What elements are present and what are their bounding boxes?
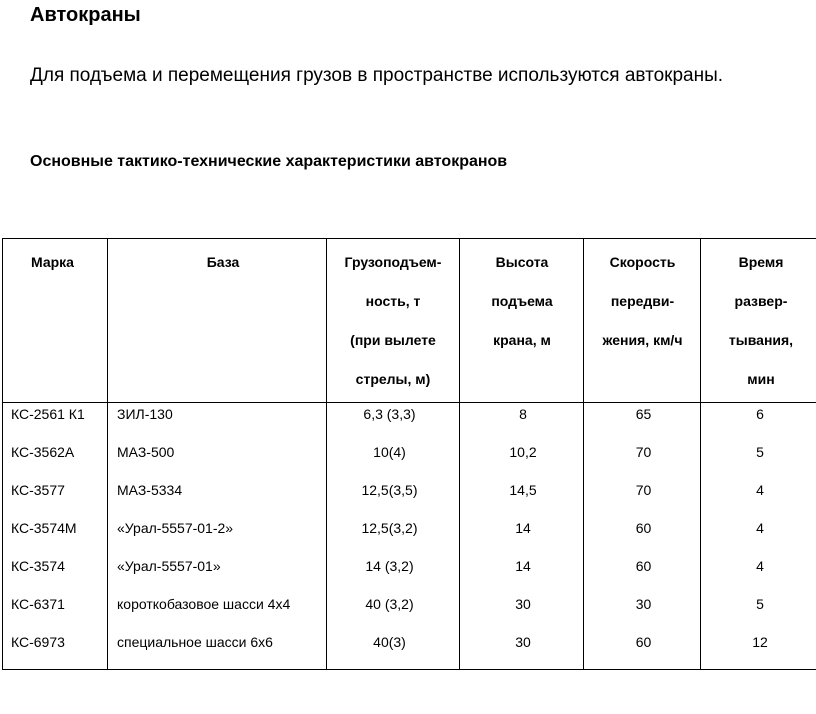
- cell-baza: короткобазовое шасси 4х4: [117, 596, 291, 612]
- cell-height: 14,5: [509, 482, 537, 498]
- page-title: Автокраны: [30, 4, 141, 26]
- cell-speed: 60: [635, 634, 652, 650]
- cell-deploy-time: 6: [756, 406, 764, 422]
- cell-speed: 30: [635, 596, 652, 612]
- table-row: [3, 517, 816, 555]
- cell-baza: МАЗ-5334: [117, 482, 183, 498]
- cell-marka: КС-6973: [11, 634, 65, 650]
- cell-height: 30: [515, 596, 531, 612]
- table-row: [3, 441, 816, 479]
- cell-capacity: 14 (3,2): [365, 558, 414, 574]
- cell-marka: КС-2561 К1: [11, 406, 85, 422]
- intro-paragraph: Для подъема и перемещения грузов в пространстве используются автокраны.: [30, 65, 724, 86]
- table-row: [3, 555, 816, 593]
- cell-deploy-time: 4: [756, 520, 764, 536]
- cell-baza: «Урал-5557-01»: [117, 558, 221, 574]
- cell-deploy-time: 4: [756, 558, 764, 574]
- header-cell-speed: Скорость передви- жения, км/ч: [602, 254, 683, 348]
- cell-capacity: 12,5(3,5): [361, 482, 418, 498]
- cell-height: 10,2: [509, 444, 537, 460]
- cell-capacity: 10(4): [373, 444, 406, 460]
- header-cell-deploy-time: Время развер- тывания, мин: [728, 254, 794, 387]
- cell-height: 14: [515, 520, 531, 536]
- cell-marka: КС-3574: [11, 558, 65, 574]
- header-cell-baza: База: [206, 254, 240, 270]
- cell-deploy-time: 5: [756, 596, 764, 612]
- cell-capacity: 40 (3,2): [365, 596, 414, 612]
- cell-marka: КС-6371: [11, 596, 65, 612]
- cell-capacity: 6,3 (3,3): [363, 406, 416, 422]
- cell-baza: МАЗ-500: [117, 444, 175, 460]
- table-row: [3, 479, 816, 517]
- table-row: [3, 593, 816, 631]
- cell-speed: 65: [635, 406, 652, 422]
- cell-deploy-time: 5: [756, 444, 764, 460]
- cell-speed: 60: [635, 558, 652, 574]
- cell-speed: 60: [635, 520, 652, 536]
- cell-height: 14: [515, 558, 531, 574]
- table-row: [3, 403, 816, 441]
- cell-baza: «Урал-5557-01-2»: [117, 520, 234, 536]
- cell-marka: КС-3562А: [11, 444, 75, 460]
- cell-deploy-time: 12: [752, 634, 768, 650]
- cell-capacity: 40(3): [373, 634, 406, 650]
- cell-height: 8: [519, 406, 527, 422]
- cell-height: 30: [515, 634, 531, 650]
- cell-marka: КС-3577: [11, 482, 65, 498]
- cell-baza: специальное шасси 6х6: [117, 634, 273, 650]
- cell-speed: 70: [635, 482, 652, 498]
- specs-table: [2, 238, 816, 670]
- table-row: [3, 631, 816, 669]
- cell-capacity: 12,5(3,2): [361, 520, 418, 536]
- table-caption: Основные тактико-технические характеристики автокранов: [30, 153, 508, 170]
- cell-speed: 70: [635, 444, 652, 460]
- header-cell-capacity: Грузоподъем- ность, т (при вылете стрелы, м): [344, 254, 442, 387]
- header-cell-marka: Марка: [31, 254, 74, 270]
- header-cell-height: Высота подъема крана, м: [491, 254, 553, 348]
- cell-marka: КС-3574М: [11, 520, 77, 536]
- cell-deploy-time: 4: [756, 482, 764, 498]
- cell-baza: ЗИЛ-130: [117, 406, 173, 422]
